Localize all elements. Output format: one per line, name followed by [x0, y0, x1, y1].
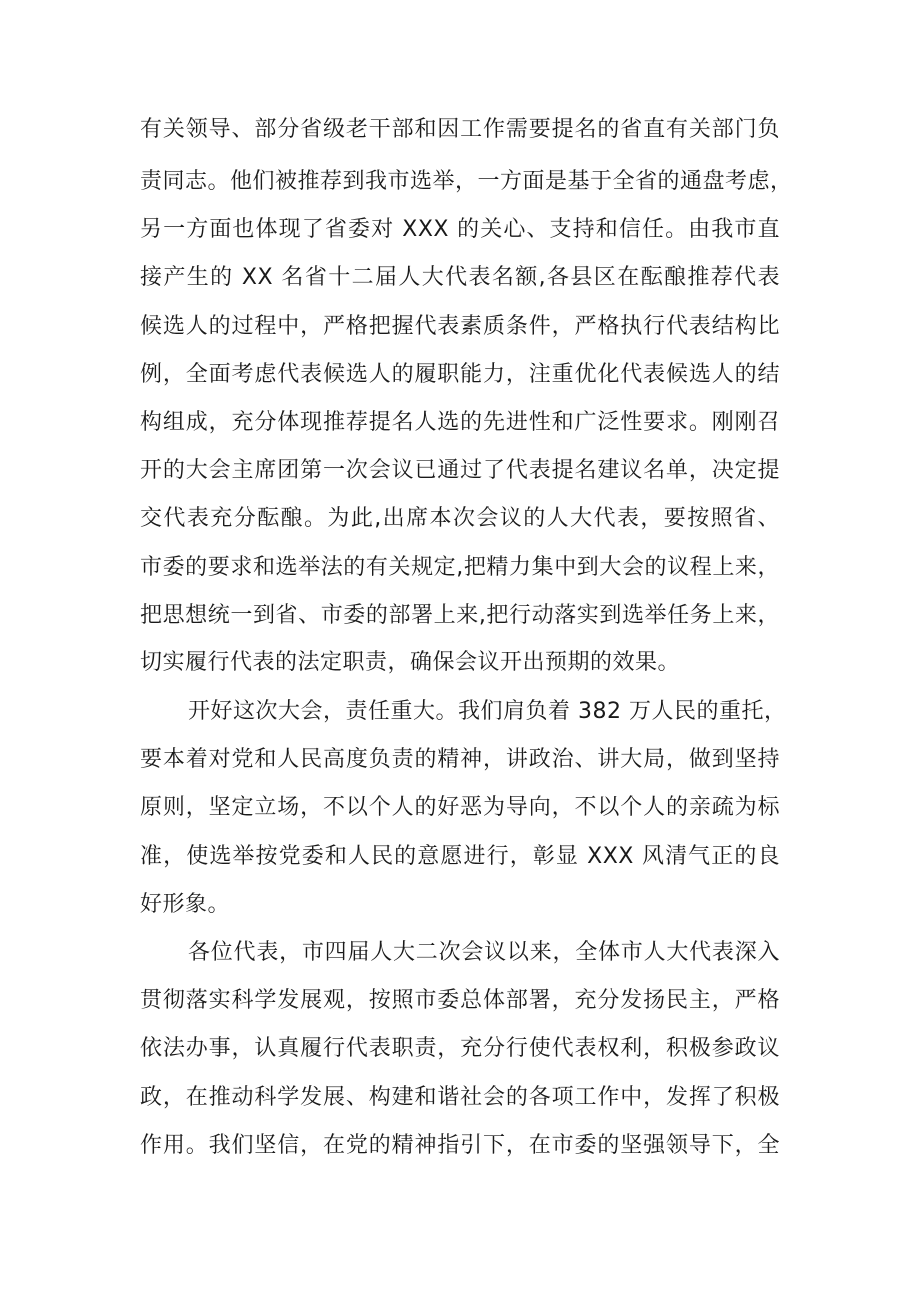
text-line: 原则，坚定立场，不以个人的好恶为导向，不以个人的亲疏为标	[140, 795, 780, 820]
text-line: 有关领导、部分省级老干部和因工作需要提名的省直有关部门负	[140, 117, 780, 142]
text-line: 作用。我们坚信，在党的精神指引下，在市委的坚强领导下，全	[140, 1133, 780, 1158]
text-line: 切实履行代表的法定职责，确保会议开出预期的效果。	[140, 650, 681, 675]
text-line: 准，使选举按党委和人民的意愿进行，彰显 XXX 风清气正的良	[140, 844, 780, 869]
text-line: 把思想统一到省、市委的部署上来,把行动落实到选举任务上来，	[140, 603, 780, 628]
text-line: 例，全面考虑代表候选人的履职能力，注重优化代表候选人的结	[140, 362, 780, 387]
text-line: 开的大会主席团第一次会议已通过了代表提名建议名单，决定提	[140, 458, 780, 483]
text-line: 构组成，充分体现推荐提名人选的先进性和广泛性要求。刚刚召	[140, 410, 780, 435]
text-line: 另一方面也体现了省委对 XXX 的关心、支持和信任。由我市直	[140, 217, 780, 242]
text-line: 候选人的过程中，严格把握代表素质条件，严格执行代表结构比	[140, 314, 780, 339]
text-line: 接产生的 XX 名省十二届人大代表名额,各县区在酝酿推荐代表	[140, 265, 780, 290]
text-line: 市委的要求和选举法的有关规定,把精力集中到大会的议程上来，	[140, 555, 780, 580]
text-line: 各位代表，市四届人大二次会议以来，全体市人大代表深入	[188, 940, 780, 965]
text-line: 开好这次大会，责任重大。我们肩负着 382 万人民的重托，	[188, 699, 787, 724]
text-line: 政，在推动科学发展、构建和谐社会的各项工作中，发挥了积极	[140, 1085, 780, 1110]
text-line: 好形象。	[140, 892, 231, 917]
text-line: 要本着对党和人民高度负责的精神，讲政治、讲大局，做到坚持	[140, 747, 780, 772]
text-line: 贯彻落实科学发展观，按照市委总体部署，充分发扬民主，严格	[140, 988, 780, 1013]
text-line: 依法办事，认真履行代表职责，充分行使代表权利，积极参政议	[140, 1036, 780, 1061]
text-line: 责同志。他们被推荐到我市选举，一方面是基于全省的通盘考虑，	[140, 169, 793, 194]
text-line: 交代表充分酝酿。为此,出席本次会议的人大代表，要按照省、	[140, 506, 780, 531]
